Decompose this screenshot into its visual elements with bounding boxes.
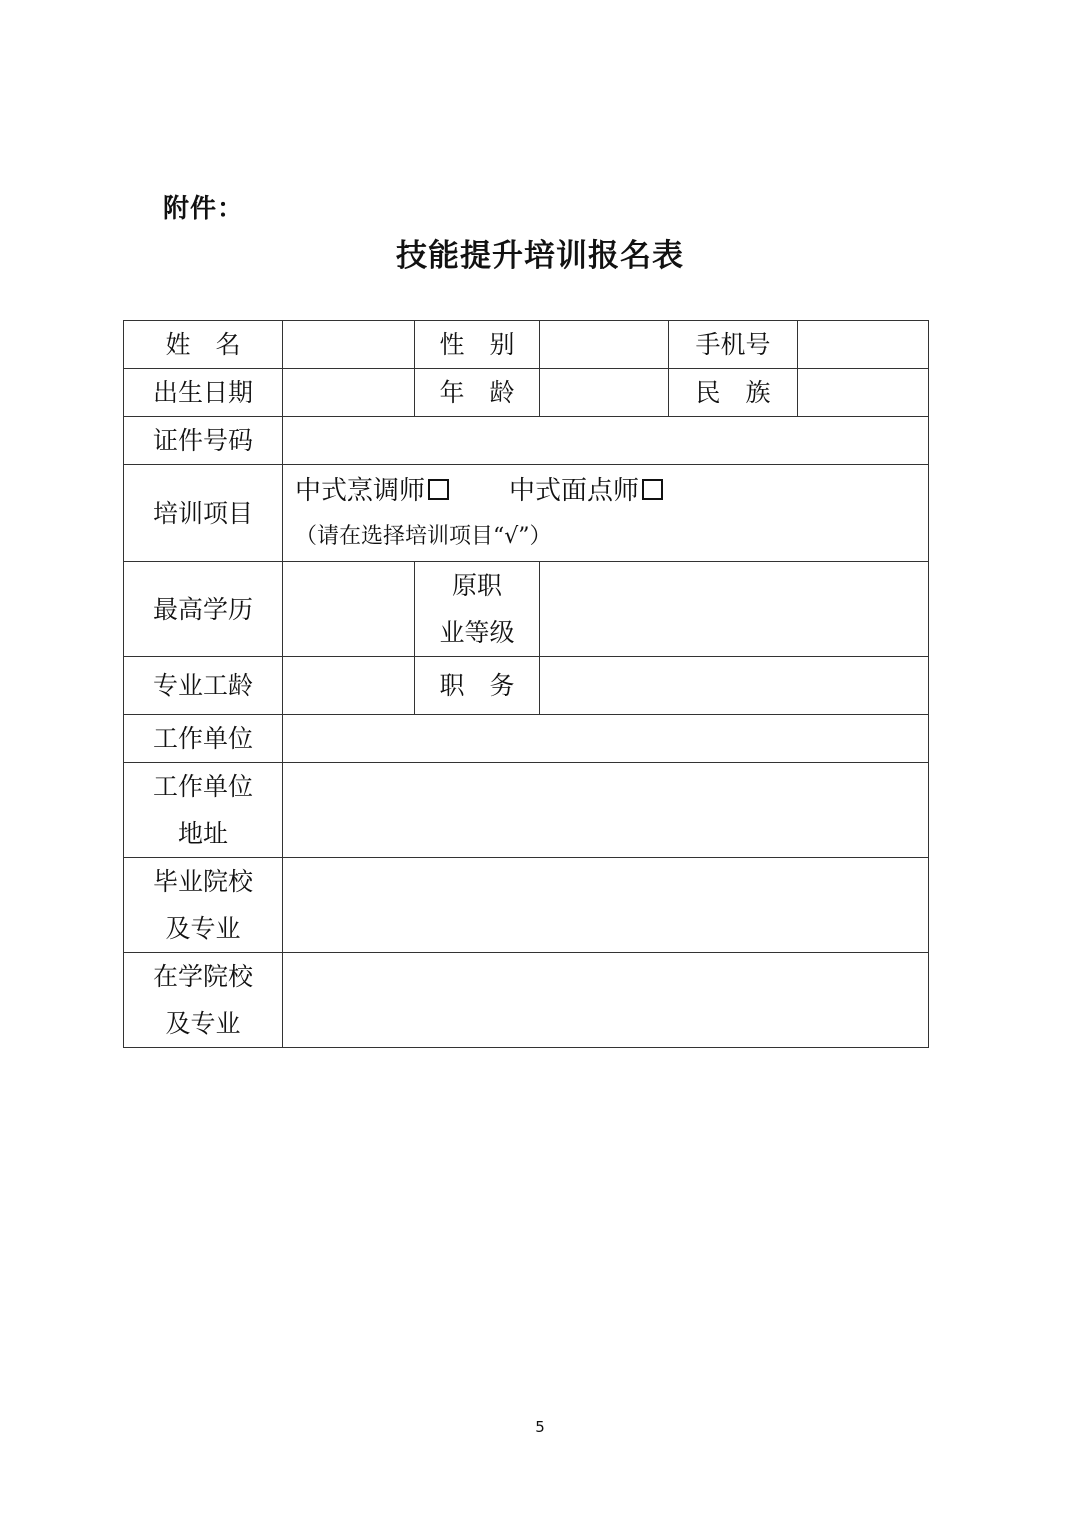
position-label: 职 务	[415, 657, 540, 715]
current-school-label	[124, 953, 283, 1048]
table-row	[124, 369, 929, 417]
table-row	[124, 858, 929, 953]
employer-label: 工作单位	[124, 715, 283, 763]
birth-date-field[interactable]	[283, 369, 415, 417]
employer-address-line1: 工作单位	[152, 772, 253, 801]
age-label: 年 龄	[415, 369, 540, 417]
attachment-label: 附件：	[163, 194, 245, 224]
previous-level-field[interactable]	[540, 562, 929, 657]
table-row	[124, 657, 929, 715]
graduate-school-field[interactable]	[283, 858, 929, 953]
ethnicity-field[interactable]	[798, 369, 929, 417]
graduate-school-line1: 毕业院校	[152, 867, 253, 896]
option-chinese-cook-checkbox[interactable]	[428, 479, 449, 500]
phone-label: 手机号	[669, 321, 798, 369]
table-row	[124, 321, 929, 369]
employer-field[interactable]	[283, 715, 929, 763]
position-field[interactable]	[540, 657, 929, 715]
registration-form-table	[123, 320, 929, 1048]
age-field[interactable]	[540, 369, 669, 417]
name-label: 姓 名	[124, 321, 283, 369]
table-row	[124, 953, 929, 1048]
table-row	[124, 715, 929, 763]
previous-level-line2: 业等级	[439, 618, 515, 647]
id-number-label: 证件号码	[124, 417, 283, 465]
previous-level-label	[415, 562, 540, 657]
previous-level-line1: 原职	[451, 571, 502, 600]
employer-address-line2: 地址	[177, 819, 228, 848]
name-field[interactable]	[283, 321, 415, 369]
page-number: 5	[535, 1418, 545, 1436]
employer-address-field[interactable]	[283, 763, 929, 858]
table-row	[124, 465, 929, 562]
gender-label: 性 别	[415, 321, 540, 369]
option-chinese-pastry-label: 中式面点师	[509, 476, 640, 506]
phone-field[interactable]	[798, 321, 929, 369]
table-row	[124, 417, 929, 465]
education-field[interactable]	[283, 562, 415, 657]
current-school-field[interactable]	[283, 953, 929, 1048]
graduate-school-line2: 及专业	[165, 914, 241, 943]
gender-field[interactable]	[540, 321, 669, 369]
table-row	[124, 562, 929, 657]
employer-address-label	[124, 763, 283, 858]
form-title: 技能提升培训报名表	[396, 238, 684, 274]
table-row	[124, 763, 929, 858]
current-school-line1: 在学院校	[152, 962, 253, 991]
birth-date-label: 出生日期	[124, 369, 283, 417]
project-note: （请在选择培训项目“√”）	[295, 524, 552, 549]
education-label: 最高学历	[124, 562, 283, 657]
ethnicity-label: 民 族	[669, 369, 798, 417]
work-years-field[interactable]	[283, 657, 415, 715]
current-school-line2: 及专业	[165, 1009, 241, 1038]
work-years-label: 专业工龄	[124, 657, 283, 715]
training-project-options	[283, 465, 929, 562]
training-project-label: 培训项目	[124, 465, 283, 562]
graduate-school-label	[124, 858, 283, 953]
option-chinese-pastry-checkbox[interactable]	[642, 479, 663, 500]
id-number-field[interactable]	[283, 417, 929, 465]
option-chinese-cook-label: 中式烹调师	[295, 476, 426, 506]
